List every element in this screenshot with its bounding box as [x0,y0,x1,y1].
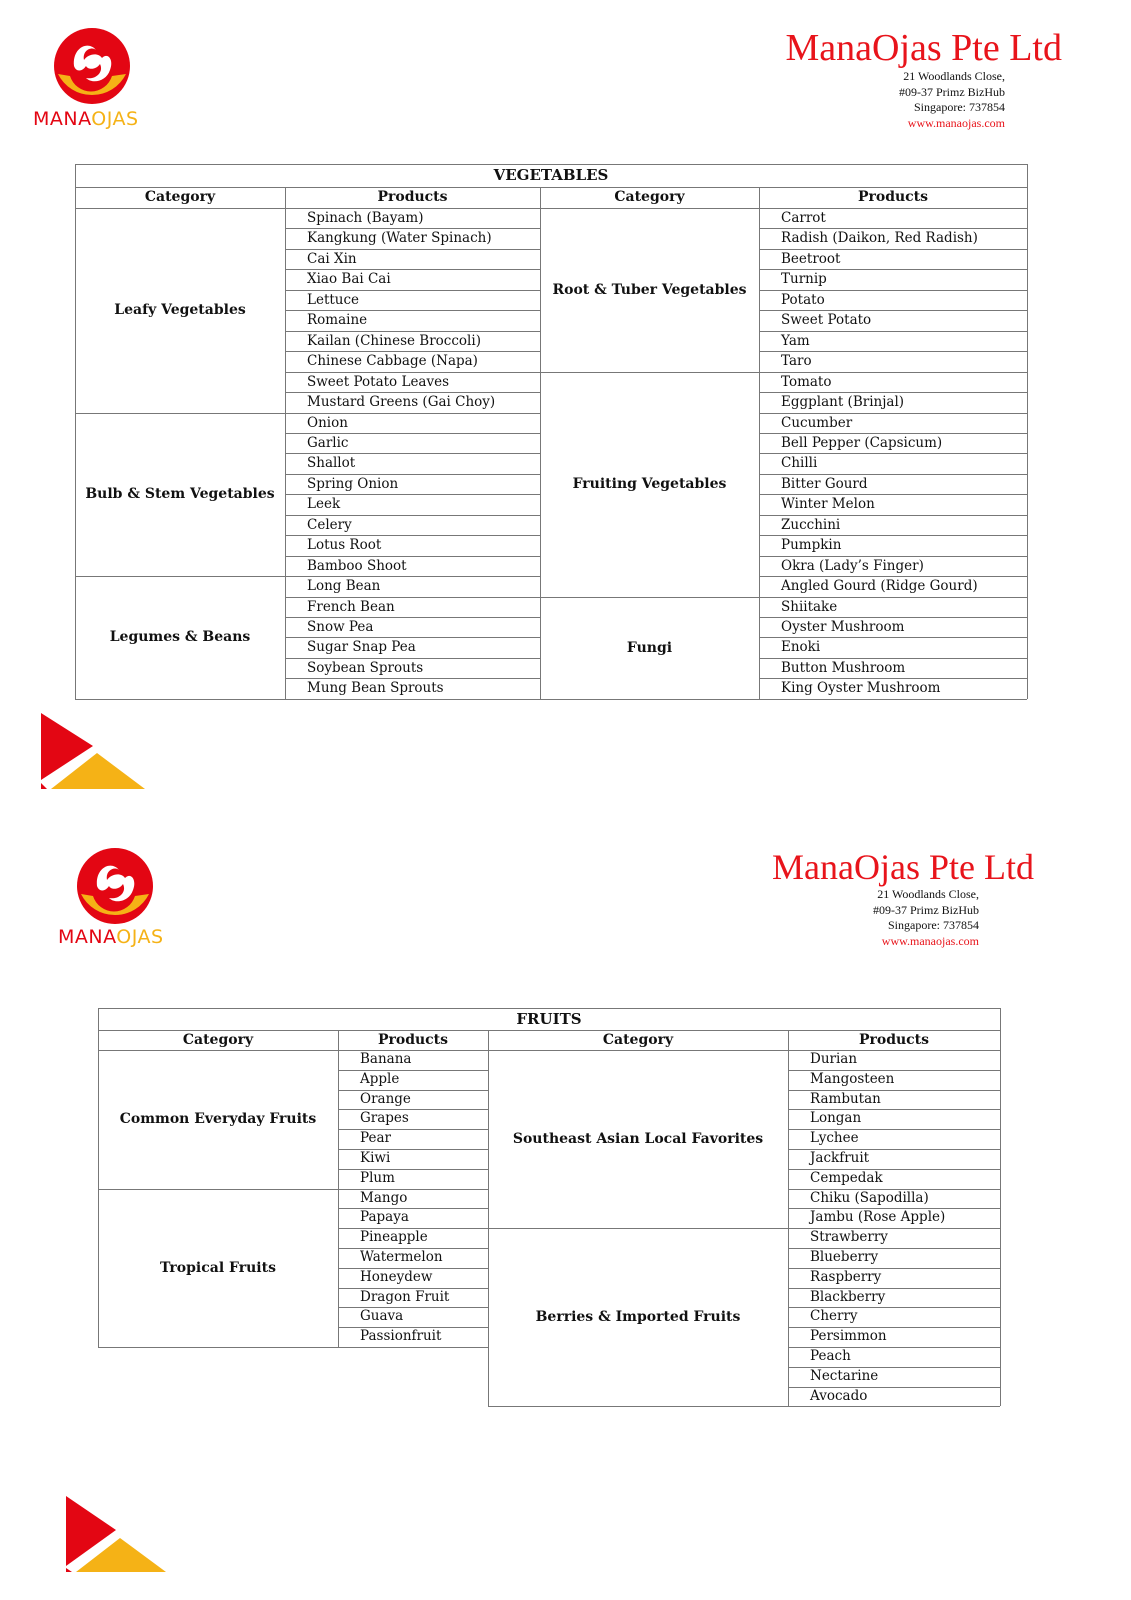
category-cell: Fungi [626,639,673,656]
category-cell: Leafy Vegetables [114,302,246,319]
product-cell: Eggplant (Brinjal) [781,394,905,411]
company-name: ManaOjas Pte Ltd [772,847,1034,887]
product-cell: Winter Melon [781,496,875,513]
grid-line [788,1050,789,1406]
grid-line [98,1050,99,1347]
address-line-2: #09-37 Primz BizHub [873,902,979,917]
product-cell: Long Bean [307,578,381,595]
grid-line [338,1030,339,1050]
product-cell: Kangkung (Water Spinach) [307,230,492,247]
grid-line [1027,208,1028,699]
grid-line [1027,187,1028,208]
company-name: ManaOjas Pte Ltd [785,27,1062,69]
product-cell: Spring Onion [307,475,399,492]
address-line-3: Singapore: 737854 [888,918,979,932]
table-title: FRUITS [516,1010,582,1028]
product-cell: Nectarine [810,1367,879,1384]
product-cell: Honeydew [360,1268,433,1285]
grid-line [788,1030,789,1050]
product-cell: Lychee [810,1130,859,1147]
category-cell: Fruiting Vegetables [572,476,727,493]
column-header: Products [857,189,929,205]
product-cell: Spinach (Bayam) [307,210,424,226]
product-cell: Zucchini [781,516,841,533]
product-cell: Cucumber [781,414,853,431]
grid-line [338,1347,488,1348]
grid-line [98,1008,1000,1009]
column-header: Products [377,1032,449,1048]
product-cell: Durian [810,1051,858,1067]
product-cell: Tomato [781,373,832,390]
category-cell: Berries & Imported Fruits [535,1309,741,1326]
table-title: VEGETABLES [493,166,609,184]
product-cell: Mung Bean Sprouts [307,680,444,697]
product-cell: Strawberry [810,1229,888,1246]
product-cell: French Bean [307,598,395,615]
product-cell: Raspberry [810,1268,882,1285]
grid-line [75,699,285,700]
grid-line [1027,164,1028,187]
product-cell: Lotus Root [307,537,382,554]
product-cell: Celery [307,516,352,533]
grid-line [285,208,286,699]
product-cell: Garlic [307,434,349,451]
product-cell: Cai Xin [307,250,357,267]
logo-wordmark [33,108,139,130]
company-website[interactable]: www.manaojas.com [881,933,979,948]
grid-line [788,1406,1000,1407]
grid-line [488,1406,788,1407]
grid-line [75,164,1027,165]
grid-line [540,208,541,699]
product-cell: Leek [307,496,341,513]
product-cell: Bitter Gourd [781,475,868,492]
logo-emblem-icon [75,846,155,926]
category-cell: Bulb & Stem Vegetables [85,486,275,503]
product-cell: Passionfruit [360,1328,442,1345]
product-cell: Kiwi [360,1150,391,1166]
product-cell: Pumpkin [781,537,842,554]
product-cell: Soybean Sprouts [307,659,424,676]
grid-line [285,187,286,208]
grid-line [540,699,759,700]
category-cell: Southeast Asian Local Favorites [512,1131,764,1148]
product-cell: Sweet Potato [781,312,872,329]
category-cell: Tropical Fruits [160,1259,276,1276]
grid-line [98,1008,99,1030]
product-cell: Chilli [781,455,818,472]
grid-line [98,1030,99,1050]
product-cell: Grapes [360,1110,409,1127]
product-cell: Taro [781,353,812,370]
category-cell: Root & Tuber Vegetables [552,281,747,298]
product-cell: Bamboo Shoot [307,557,407,574]
product-cell: Orange [360,1090,411,1107]
logo-word-ojas: OJAS [116,926,164,948]
grid-line [75,187,76,208]
product-cell: Cherry [810,1308,858,1325]
product-cell: Sweet Potato Leaves [307,373,450,390]
grid-line [759,699,1027,700]
grid-line [488,1030,489,1050]
product-cell: Avocado [810,1387,868,1404]
column-header: Category [602,1032,674,1048]
product-cell: Peach [810,1348,851,1364]
grid-line [1000,1008,1001,1030]
category-cell: Common Everyday Fruits [119,1111,317,1128]
column-header: Products [858,1032,930,1048]
product-cell: Romaine [307,312,368,329]
logo-word-ojas: OJAS [91,108,139,130]
logo-word-mana: MANA [58,926,117,948]
product-cell: Pear [360,1130,391,1147]
product-cell: Radish (Daikon, Red Radish) [781,230,978,247]
grid-line [1000,1030,1001,1050]
product-cell: Dragon Fruit [360,1288,450,1305]
address-line-1: 21 Woodlands Close, [877,887,979,901]
grid-line [759,208,760,699]
product-cell: Angled Gourd (Ridge Gourd) [781,578,978,595]
address-line-2: #09-37 Primz BizHub [899,84,1005,99]
product-cell: Kailan (Chinese Broccoli) [307,332,481,349]
column-header: Category [614,189,685,205]
grid-line [338,1050,339,1347]
product-cell: Lettuce [307,291,360,308]
product-cell: Beetroot [781,250,841,267]
product-cell: Mustard Greens (Gai Choy) [307,394,496,411]
product-cell: Shiitake [781,598,838,615]
grid-line [540,187,541,208]
grid-line [75,164,76,187]
product-cell: Onion [307,414,348,431]
product-cell: Plum [360,1169,395,1186]
column-header: Products [377,189,448,205]
product-cell: Turnip [781,271,827,288]
product-cell: Sugar Snap Pea [307,639,416,656]
product-cell: Oyster Mushroom [781,619,905,635]
logo-word-mana: MANA [33,108,92,130]
grid-line [75,208,76,699]
product-cell: Rambutan [810,1090,881,1107]
product-cell: Mango [360,1189,408,1206]
category-cell: Legumes & Beans [109,629,251,646]
footer-triangle-decoration-icon [41,713,145,789]
product-cell: Carrot [781,210,826,226]
footer-triangle-decoration-icon [66,1496,166,1572]
product-cell: Cempedak [810,1169,883,1186]
address-line-1: 21 Woodlands Close, [903,69,1005,83]
product-cell: Guava [360,1308,404,1325]
logo-emblem-icon [52,26,132,106]
product-cell: Bell Pepper (Capsicum) [781,434,943,451]
product-cell: Blackberry [810,1288,886,1305]
product-cell: Watermelon [360,1249,443,1265]
logo-wordmark [58,926,164,948]
product-cell: Shallot [307,455,356,472]
product-cell: Banana [360,1051,412,1067]
product-cell: Yam [781,332,810,349]
product-cell: Blueberry [810,1249,879,1265]
product-cell: King Oyster Mushroom [781,680,941,697]
grid-line [488,1050,489,1406]
grid-line [285,699,540,700]
column-header: Category [144,189,216,205]
product-cell: Jackfruit [810,1150,870,1166]
product-cell: Jambu (Rose Apple) [810,1209,946,1226]
column-header: Category [182,1032,254,1048]
product-cell: Potato [781,291,825,308]
company-address [899,69,1005,131]
product-cell: Enoki [781,639,821,656]
company-address [873,887,979,949]
address-line-3: Singapore: 737854 [914,100,1005,114]
company-website[interactable]: www.manaojas.com [907,115,1005,130]
product-cell: Papaya [360,1209,409,1226]
product-cell: Pineapple [360,1229,428,1246]
grid-line [759,187,760,208]
product-cell: Longan [810,1110,862,1127]
product-cell: Apple [360,1070,400,1087]
product-cell: Chinese Cabbage (Napa) [307,353,478,370]
grid-line [98,1347,338,1348]
product-cell: Xiao Bai Cai [307,271,391,288]
product-cell: Snow Pea [307,619,374,635]
product-cell: Mangosteen [810,1070,895,1087]
product-cell: Button Mushroom [781,659,906,676]
grid-line [1000,1050,1001,1406]
product-cell: Chiku (Sapodilla) [810,1189,929,1206]
product-cell: Okra (Lady’s Finger) [781,557,924,574]
product-cell: Persimmon [810,1328,887,1345]
